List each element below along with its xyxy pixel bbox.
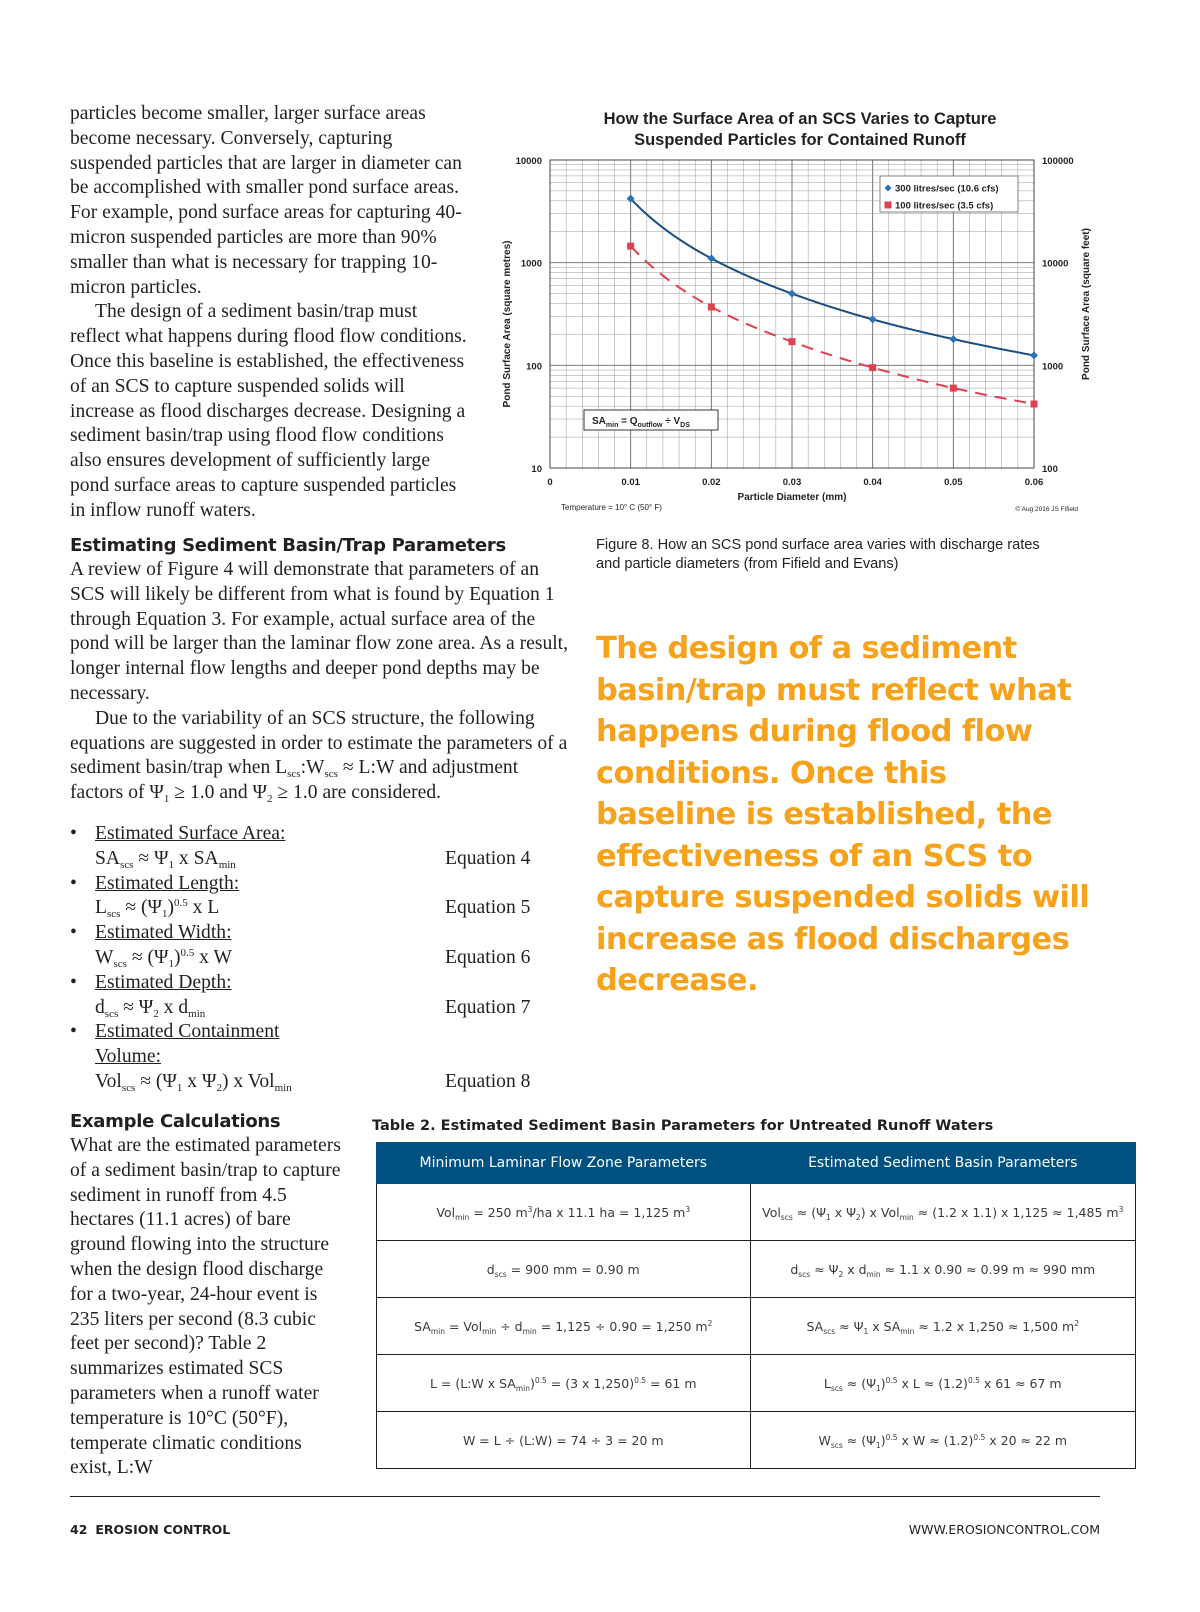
data-point — [949, 335, 957, 343]
page-number: 42 — [70, 1522, 88, 1537]
data-point — [869, 364, 876, 371]
table-2 — [376, 1142, 1136, 1469]
table-cell-est-length: $L_{scs} \approx (\Psi_1)^{0.5}$ x $L \approx (1.2)^{0.5}$ x 61 ≈ 67 m — [750, 1355, 1135, 1412]
table-row — [377, 1184, 1136, 1241]
surface-area-chart — [496, 104, 1104, 520]
legend-label: 100 litres/sec (3.5 cfs) — [895, 200, 994, 212]
chart-title-line-1: How the Surface Area of an SCS Varies to Capture — [603, 110, 997, 128]
table-cell-min-length: L = (L:W x $SA_{min})^{0.5} = (3$ x 1,250)$^{0.5}$ = 61 m — [377, 1355, 751, 1412]
table-cell-est-area: $SA_{scs} \approx \Psi_1$ x $SA_{min} \approx 1.2$ x 1,250 ≈ 1,500 $m^2$ — [750, 1298, 1135, 1355]
data-point — [788, 290, 796, 298]
x-axis-label: Particle Diameter (mm) — [737, 492, 847, 503]
equation-5-title-row: • Estimated Length: — [70, 872, 240, 894]
chart-title-line-2: Suspended Particles for Contained Runoff — [634, 131, 966, 149]
pull-quote: The design of a sediment basin/trap must reflect what happens during flood flow conditions. Once this baseline is established, the effectiveness of an SCS to capture suspended solids will increase as flood discharges decrease. — [596, 631, 1090, 998]
formula-box-text: $SA_{min} = Q_{outflow} \div V_{DS}$ — [592, 416, 690, 429]
chart-copyright: © Aug 2016 JS Fifield — [1015, 506, 1078, 513]
series-line — [631, 199, 1034, 356]
y-tick-label: 100 — [526, 361, 542, 373]
table-row — [377, 1412, 1136, 1469]
y2-tick-label: 10000 — [1042, 258, 1069, 270]
intro-paragraph-2: The design of a sediment basin/trap must reflect what happens during flood flow conditions. Once this baseline is established, the effectiveness of an SCS to capture suspended solids will increase as flood discharges decrease. Designing a sediment basin/trap using flood flow conditions also ensures development of sufficiently large pond surface areas to capture suspended particles in inflow runoff waters. — [70, 301, 467, 521]
table-cell-est-volume: $Vol_{scs} \approx (\Psi_1$ x $\Psi_2$) x Vol$_{min}$ ≈ (1.2 x 1.1) x 1,125 ≈ 1,485 $m^3$ — [750, 1184, 1135, 1241]
equation-4-title-row: • Estimated Surface Area: — [70, 823, 286, 844]
table-cell-est-depth: $d_{scs} \approx \Psi_2$ x $d_{min} \approx 1.1$ x 0.90 ≈ 0.99 m ≈ 990 mm — [750, 1241, 1135, 1298]
x-tick-label: 0 — [547, 477, 553, 488]
table-row — [377, 1241, 1136, 1298]
x-tick-label: 0.04 — [863, 477, 882, 488]
table-cell-min-area: $SA_{min} = Vol_{min} \div d_{min} = 1,125 \div 0.90 = 1,250$ $m^2$ — [377, 1298, 751, 1355]
y2-tick-label: 100 — [1042, 464, 1058, 475]
estimating-section — [70, 534, 574, 806]
equation-8-title-row: • Estimated Containment — [70, 1021, 280, 1043]
example-section — [70, 1110, 342, 1481]
equation-4-row: $SA_{scs} \approx \Psi_1$ x $SA_{min}$ Equation 4 — [95, 847, 531, 871]
x-tick-label: 0.03 — [782, 477, 802, 488]
equation-7-title-row: • Estimated Depth: — [70, 971, 232, 993]
estimating-heading: Estimating Sediment Basin/Trap Parameters — [70, 535, 506, 556]
legend-marker — [885, 202, 892, 209]
footer-left — [70, 1522, 230, 1537]
data-point — [869, 315, 877, 323]
y2-tick-label: 100000 — [1042, 156, 1074, 167]
y-tick-label: 1000 — [520, 258, 542, 270]
y2-axis-label: Pond Surface Area (square feet) — [1081, 228, 1092, 380]
table-header-estimated: Estimated Sediment Basin Parameters — [750, 1143, 1135, 1184]
equation-5-row: $L_{scs} \approx (\Psi_1)^{0.5}$ x L Equation 5 — [95, 897, 531, 921]
equation-6-row: $W_{scs} \approx (\Psi_1)^{0.5}$ x W Equation 6 — [95, 946, 531, 970]
table-cell-min-width: W = L ÷ (L:W) = 74 ÷ 3 = 20 m — [377, 1412, 751, 1469]
x-tick-label: 0.06 — [1024, 477, 1044, 488]
estimating-paragraph-1: A review of Figure 4 will demonstrate that parameters of an SCS will likely be different from what is found by Equation 1 through Equation 3. For example, actual surface area of the pond will be larger than the laminar flow zone area. As a result, longer internal flow lengths and deeper pond depths may be necessary. — [70, 559, 569, 704]
equation-8-title-row-2: Volume: — [95, 1046, 162, 1068]
data-point — [708, 303, 715, 310]
chart-figure — [496, 104, 1104, 520]
legend-label: 300 litres/sec (10.6 cfs) — [895, 183, 999, 195]
estimating-paragraph-2: Due to the variability of an SCS structure, the following equations are suggested in order to estimate the parameters of a sediment basin/trap when $L_{scs}:W_{scs}$ ≈ L:W and adjustment factors of $\Psi_1 \ge 1.0$ and $\Psi_2 \ge 1.0$ are considered. — [70, 707, 568, 806]
series-line — [631, 246, 1034, 404]
table-header-minimum: Minimum Laminar Flow Zone Parameters — [377, 1143, 751, 1184]
intro-text — [70, 102, 470, 524]
data-point — [1030, 351, 1038, 359]
equation-6-title-row: • Estimated Width: — [70, 922, 232, 944]
y-axis-label: Pond Surface Area (square metres) — [502, 240, 513, 408]
table-header-row — [377, 1143, 1136, 1184]
example-heading: Example Calculations — [70, 1111, 281, 1132]
data-point — [789, 338, 796, 345]
data-point — [707, 254, 715, 262]
footer-url: WWW.EROSIONCONTROL.COM — [908, 1522, 1100, 1537]
example-paragraph: What are the estimated parameters of a sediment basin/trap to capture sediment in runoff from 4.5 hectares (11.1 acres) of bare ground flowing into the structure when the design flood discharge for a two-year, 24-hour event is 235 liters per second (8.3 cubic feet per second)? Table 2 summarizes estimated SCS parameters when a runoff water temperature is 10°C (50°F), temperate climatic conditions exist, L:W — [70, 1135, 341, 1479]
magazine-name: EROSION CONTROL — [95, 1522, 231, 1537]
figure-caption: Figure 8. How an SCS pond surface area varies with discharge rates and particle diameters (from Fifield and Evans) — [596, 537, 1040, 572]
x-tick-label: 0.02 — [702, 477, 721, 488]
table-cell-min-depth: $d_{scs} = 900$ mm = 0.90 m — [377, 1241, 751, 1298]
temperature-note: Temperature = 10° C (50° F) — [561, 503, 662, 512]
table-cell-min-volume: Vol$_{min}$ = 250 $m^3/ha$ x 11.1 ha = 1,125 $m^3$ — [377, 1184, 751, 1241]
y-tick-label: 10 — [531, 464, 542, 475]
y2-tick-label: 1000 — [1042, 361, 1064, 373]
x-tick-label: 0.01 — [621, 477, 640, 488]
table-2-title: Table 2. Estimated Sediment Basin Parameters for Untreated Runoff Waters — [372, 1118, 994, 1134]
data-point — [1031, 401, 1038, 408]
footer-rule — [70, 1496, 1100, 1497]
y-tick-label: 10000 — [515, 156, 542, 167]
equation-7-row: $d_{scs} \approx \Psi_2$ x $d_{min}$ Equation 7 — [95, 996, 531, 1020]
table-row — [377, 1298, 1136, 1355]
table-cell-est-width: $W_{scs} \approx (\Psi_1)^{0.5}$ x $W \approx (1.2)^{0.5}$ x 20 ≈ 22 m — [750, 1412, 1135, 1469]
intro-paragraph-1: particles become smaller, larger surface areas become necessary. Conversely, capturing suspended particles that are larger in diameter can be accomplished with smaller pond surface areas. For example, pond surface areas for capturing 40-micron suspended particles are more than 90% smaller than what is necessary for trapping 10-micron particles. — [70, 103, 462, 298]
equation-list — [70, 822, 574, 1095]
data-point — [950, 385, 957, 392]
x-tick-label: 0.05 — [944, 477, 963, 488]
table-row — [377, 1355, 1136, 1412]
equation-8-row: $Vol_{scs} \approx (\Psi_1$ x $\Psi_2$) x Vol$_{min}$ Equation 8 — [95, 1070, 531, 1094]
data-point — [627, 243, 634, 250]
